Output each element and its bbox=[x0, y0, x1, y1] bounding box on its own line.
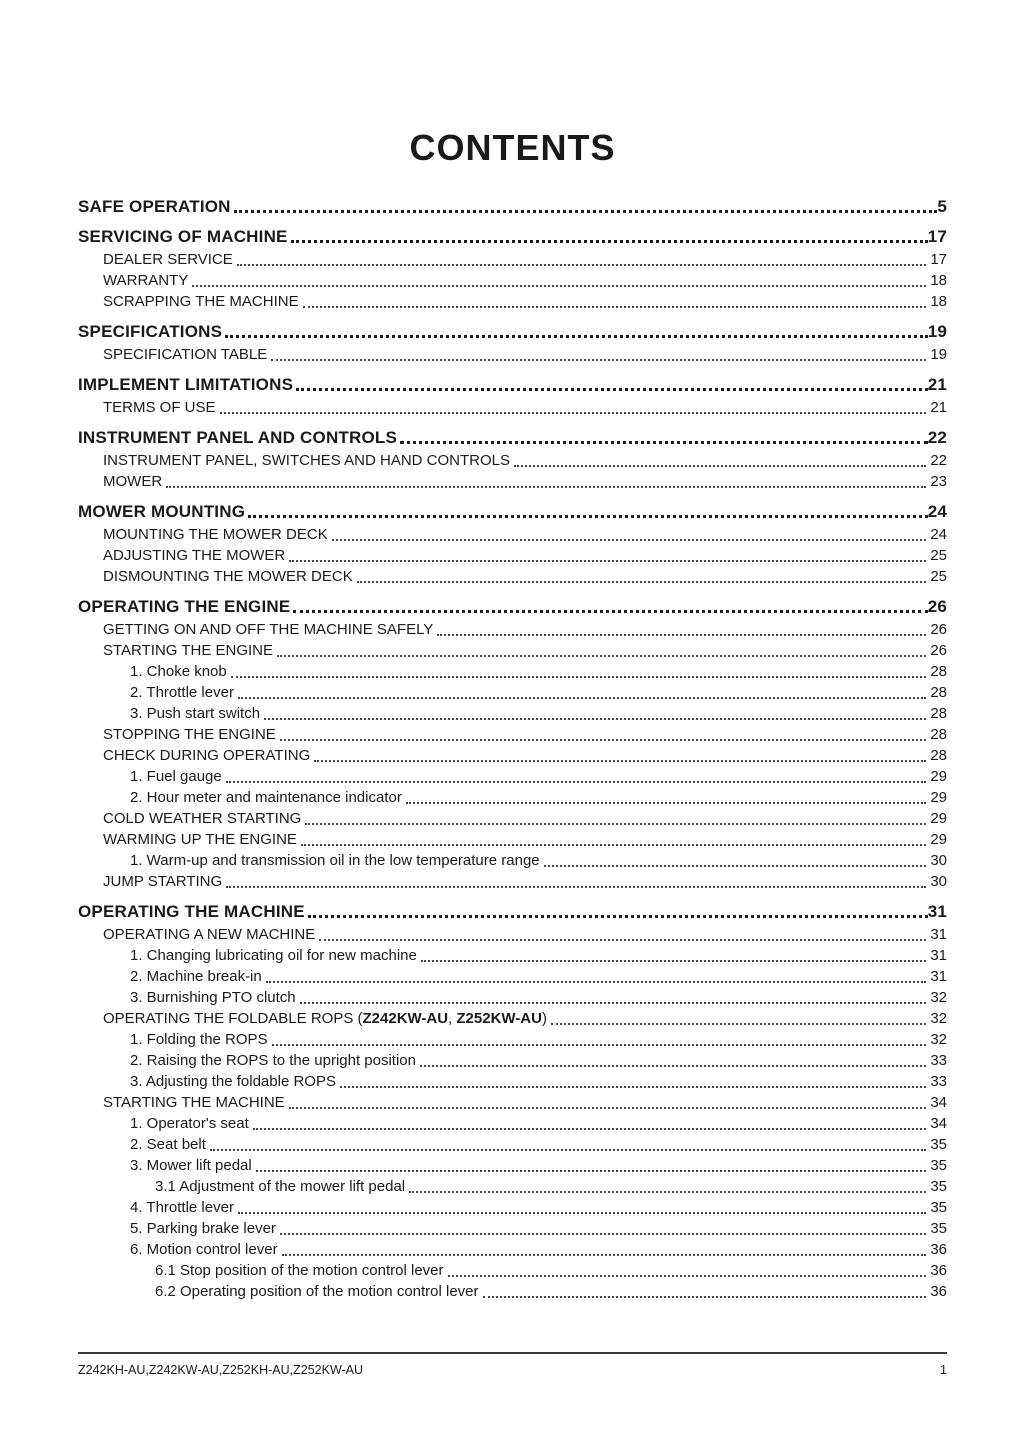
toc-entry-label: SPECIFICATION TABLE bbox=[103, 346, 268, 363]
toc-entry bbox=[78, 639, 947, 660]
toc-entry bbox=[78, 1070, 947, 1091]
dot-leader bbox=[300, 1002, 927, 1004]
toc-entry-page: 28 bbox=[930, 747, 947, 764]
dot-leader bbox=[282, 1254, 927, 1256]
dot-leader bbox=[421, 960, 926, 962]
toc-entry bbox=[78, 470, 947, 491]
toc-entry-page: 32 bbox=[930, 1031, 947, 1048]
toc-entry-label: 6.2 Operating position of the motion control lever bbox=[155, 1283, 479, 1300]
dot-leader bbox=[226, 781, 927, 783]
toc-entry bbox=[78, 594, 947, 616]
toc-entry bbox=[78, 828, 947, 849]
toc-entry-label: STARTING THE MACHINE bbox=[103, 1094, 285, 1111]
toc-entry-page: 29 bbox=[930, 831, 947, 848]
dot-leader bbox=[237, 264, 927, 266]
toc-entry-page: 31 bbox=[930, 926, 947, 943]
toc-entry-label: 3. Mower lift pedal bbox=[130, 1157, 252, 1174]
dot-leader bbox=[514, 465, 926, 467]
toc-entry bbox=[78, 899, 947, 921]
toc-entry bbox=[78, 1196, 947, 1217]
toc-entry bbox=[78, 986, 947, 1007]
toc-entry-label: OPERATING THE MACHINE bbox=[78, 902, 305, 921]
toc-entry-label: TERMS OF USE bbox=[103, 399, 216, 416]
toc-entry bbox=[78, 194, 947, 216]
toc-entry-page: 26 bbox=[930, 621, 947, 638]
toc-entry bbox=[78, 702, 947, 723]
toc-entry-label: 3. Burnishing PTO clutch bbox=[130, 989, 296, 1006]
toc-entry-page: 35 bbox=[930, 1178, 947, 1195]
toc-entry bbox=[78, 1259, 947, 1280]
toc-entry-page: 35 bbox=[930, 1157, 947, 1174]
toc-entry bbox=[78, 681, 947, 702]
toc-entry-page: 31 bbox=[930, 968, 947, 985]
toc-entry-label: 3.1 Adjustment of the mower lift pedal bbox=[155, 1178, 406, 1195]
toc-entry-page: 28 bbox=[930, 663, 947, 680]
toc-entry-label: WARMING UP THE ENGINE bbox=[103, 831, 297, 848]
toc-entry bbox=[78, 449, 947, 470]
dot-leader bbox=[264, 718, 926, 720]
toc-entry-page: 32 bbox=[930, 1010, 947, 1027]
toc-entry-label: STOPPING THE ENGINE bbox=[103, 726, 276, 743]
dot-leader bbox=[437, 634, 926, 636]
dot-leader bbox=[303, 306, 927, 308]
toc-entry-label: 1. Fuel gauge bbox=[130, 768, 222, 785]
toc-entry-label: SAFE OPERATION bbox=[78, 197, 231, 216]
toc-entry bbox=[78, 870, 947, 891]
toc-entry bbox=[78, 1091, 947, 1112]
toc-entry-label-text: ) bbox=[541, 1010, 547, 1027]
toc-entry bbox=[78, 565, 947, 586]
dot-leader bbox=[272, 1044, 927, 1046]
toc-entry-page: 29 bbox=[930, 768, 947, 785]
toc-entry bbox=[78, 396, 947, 417]
dot-leader bbox=[409, 1191, 926, 1193]
toc-entry bbox=[78, 660, 947, 681]
toc-entry-label: 2. Throttle lever bbox=[130, 684, 234, 701]
toc-entry-label: 6. Motion control lever bbox=[130, 1241, 278, 1258]
toc-entry bbox=[78, 290, 947, 311]
toc-entry-label: DISMOUNTING THE MOWER DECK bbox=[103, 568, 353, 585]
toc-entry-page: 36 bbox=[930, 1262, 947, 1279]
dot-leader bbox=[280, 1233, 926, 1235]
toc-entry bbox=[78, 1028, 947, 1049]
dot-leader bbox=[210, 1149, 926, 1151]
toc-entry-page: 22 bbox=[927, 428, 947, 447]
toc-entry-label bbox=[103, 1009, 547, 1028]
dot-leader bbox=[238, 697, 926, 699]
toc-list bbox=[78, 194, 947, 1301]
toc-entry-page: 24 bbox=[927, 502, 947, 521]
dot-leader bbox=[301, 844, 926, 846]
toc-entry-page: 29 bbox=[930, 810, 947, 827]
toc-entry bbox=[78, 923, 947, 944]
toc-entry bbox=[78, 269, 947, 290]
toc-entry-page: 19 bbox=[930, 346, 947, 363]
toc-entry bbox=[78, 723, 947, 744]
toc-entry-label: WARRANTY bbox=[103, 272, 189, 289]
dot-leader bbox=[544, 865, 927, 867]
toc-entry-label: 1. Operator's seat bbox=[130, 1115, 249, 1132]
model-code: Z242KW-AU bbox=[362, 1010, 449, 1027]
toc-entry-label: 1. Changing lubricating oil for new machine bbox=[130, 947, 417, 964]
page-title: CONTENTS bbox=[409, 127, 616, 168]
toc-entry-label: 2. Raising the ROPS to the upright position bbox=[130, 1052, 416, 1069]
toc-entry bbox=[78, 744, 947, 765]
dot-leader bbox=[266, 981, 927, 983]
toc-entry bbox=[78, 1049, 947, 1070]
toc-entry-page: 17 bbox=[927, 227, 947, 246]
toc-entry bbox=[78, 372, 947, 394]
dot-leader bbox=[406, 802, 926, 804]
dot-leader bbox=[400, 441, 928, 444]
dot-leader bbox=[314, 760, 926, 762]
dot-leader bbox=[305, 823, 926, 825]
toc-entry-page: 35 bbox=[930, 1220, 947, 1237]
toc-entry-page: 26 bbox=[927, 597, 947, 616]
toc-entry bbox=[78, 523, 947, 544]
toc-entry-label: SCRAPPING THE MACHINE bbox=[103, 293, 299, 310]
toc-entry-page: 32 bbox=[930, 989, 947, 1006]
dot-leader bbox=[256, 1170, 927, 1172]
dot-leader bbox=[234, 210, 938, 213]
toc-entry-label: STARTING THE ENGINE bbox=[103, 642, 274, 659]
dot-leader bbox=[420, 1065, 926, 1067]
toc-entry-label-text: , bbox=[448, 1010, 457, 1027]
toc-entry-label: SERVICING OF MACHINE bbox=[78, 227, 288, 246]
toc-entry-label: 1. Choke knob bbox=[130, 663, 227, 680]
toc-entry-page: 36 bbox=[930, 1283, 947, 1300]
toc-entry-label: COLD WEATHER STARTING bbox=[103, 810, 302, 827]
toc-entry-page: 34 bbox=[930, 1094, 947, 1111]
footer-model-codes: Z242KH-AU,Z242KW-AU,Z252KH-AU,Z252KW-AU bbox=[78, 1363, 364, 1377]
dot-leader bbox=[225, 335, 928, 338]
toc-entry-page: 35 bbox=[930, 1136, 947, 1153]
dot-leader bbox=[319, 939, 926, 941]
toc-entry bbox=[78, 944, 947, 965]
toc-entry-page: 34 bbox=[930, 1115, 947, 1132]
toc-entry-label: DEALER SERVICE bbox=[103, 251, 233, 268]
dot-leader bbox=[293, 610, 927, 613]
dot-leader bbox=[340, 1086, 926, 1088]
dot-leader bbox=[220, 412, 927, 414]
toc-entry-label: 4. Throttle lever bbox=[130, 1199, 234, 1216]
toc-entry-page: 24 bbox=[930, 526, 947, 543]
toc-entry-label-text: OPERATING THE FOLDABLE ROPS ( bbox=[103, 1010, 363, 1027]
toc-entry bbox=[78, 425, 947, 447]
toc-entry bbox=[78, 499, 947, 521]
toc-entry bbox=[78, 1175, 947, 1196]
toc-entry bbox=[78, 319, 947, 341]
toc-entry-label: 3. Push start switch bbox=[130, 705, 261, 722]
toc-entry-label: 5. Parking brake lever bbox=[130, 1220, 276, 1237]
dot-leader bbox=[248, 515, 928, 518]
toc-entry-page: 18 bbox=[930, 272, 947, 289]
toc-entry-page: 33 bbox=[930, 1052, 947, 1069]
dot-leader bbox=[289, 560, 926, 562]
toc-entry-page: 28 bbox=[930, 726, 947, 743]
toc-entry-page: 31 bbox=[927, 902, 947, 921]
toc-entry-page: 28 bbox=[930, 684, 947, 701]
toc-entry bbox=[78, 544, 947, 565]
footer-page-number: 1 bbox=[940, 1363, 947, 1377]
toc-entry-page: 19 bbox=[927, 322, 947, 341]
toc-entry-label: INSTRUMENT PANEL AND CONTROLS bbox=[78, 428, 398, 447]
toc-entry-label: 1. Warm-up and transmission oil in the low temperature range bbox=[130, 852, 540, 869]
toc-entry-label: MOUNTING THE MOWER DECK bbox=[103, 526, 328, 543]
toc-entry-label: SPECIFICATIONS bbox=[78, 322, 223, 341]
toc-entry-label: CHECK DURING OPERATING bbox=[103, 747, 311, 764]
model-code: Z252KW-AU bbox=[456, 1010, 542, 1027]
page-footer bbox=[78, 1363, 947, 1377]
toc-entry-page: 5 bbox=[937, 197, 947, 216]
toc-entry-label: 1. Folding the ROPS bbox=[130, 1031, 268, 1048]
toc-entry-page: 30 bbox=[930, 852, 947, 869]
toc-entry-label: 2. Seat belt bbox=[130, 1136, 206, 1153]
toc-entry-label: 2. Hour meter and maintenance indicator bbox=[130, 789, 402, 806]
toc-entry bbox=[78, 343, 947, 364]
toc-entry-page: 30 bbox=[930, 873, 947, 890]
toc-entry bbox=[78, 1238, 947, 1259]
toc-entry-label: 2. Machine break-in bbox=[130, 968, 262, 985]
toc-entry bbox=[78, 965, 947, 986]
dot-leader bbox=[253, 1128, 927, 1130]
toc-entry-label: GETTING ON AND OFF THE MACHINE SAFELY bbox=[103, 621, 434, 638]
dot-leader bbox=[192, 285, 926, 287]
toc-entry bbox=[78, 786, 947, 807]
toc-entry bbox=[78, 1112, 947, 1133]
toc-entry bbox=[78, 1133, 947, 1154]
toc-entry-page: 33 bbox=[930, 1073, 947, 1090]
toc-entry-page: 26 bbox=[930, 642, 947, 659]
toc-entry-label: JUMP STARTING bbox=[103, 873, 223, 890]
toc-entry bbox=[78, 618, 947, 639]
dot-leader bbox=[308, 915, 928, 918]
dot-leader bbox=[357, 581, 927, 583]
footer-rule bbox=[78, 1352, 947, 1354]
toc-entry-page: 25 bbox=[930, 547, 947, 564]
toc-entry-page: 28 bbox=[930, 705, 947, 722]
toc-entry-label: 3. Adjusting the foldable ROPS bbox=[130, 1073, 336, 1090]
toc-entry-page: 36 bbox=[930, 1241, 947, 1258]
toc-entry-page: 29 bbox=[930, 789, 947, 806]
dot-leader bbox=[448, 1275, 927, 1277]
toc-entry bbox=[78, 1217, 947, 1238]
toc-entry-label: ADJUSTING THE MOWER bbox=[103, 547, 286, 564]
dot-leader bbox=[166, 486, 926, 488]
toc-entry bbox=[78, 1280, 947, 1301]
toc-page bbox=[78, 0, 947, 1301]
dot-leader bbox=[551, 1023, 926, 1025]
dot-leader bbox=[271, 359, 926, 361]
toc-entry-label: IMPLEMENT LIMITATIONS bbox=[78, 375, 294, 394]
toc-entry-page: 22 bbox=[930, 452, 947, 469]
dot-leader bbox=[238, 1212, 926, 1214]
toc-entry-label: OPERATING A NEW MACHINE bbox=[103, 926, 316, 943]
toc-entry-page: 21 bbox=[927, 375, 947, 394]
toc-entry bbox=[78, 1007, 947, 1028]
toc-entry-page: 35 bbox=[930, 1199, 947, 1216]
dot-leader bbox=[231, 676, 927, 678]
toc-entry bbox=[78, 765, 947, 786]
dot-leader bbox=[277, 655, 926, 657]
toc-entry bbox=[78, 224, 947, 246]
dot-leader bbox=[291, 240, 928, 243]
toc-entry-label: INSTRUMENT PANEL, SWITCHES AND HAND CONTROLS bbox=[103, 452, 510, 469]
toc-entry-page: 31 bbox=[930, 947, 947, 964]
toc-entry bbox=[78, 807, 947, 828]
toc-entry-label: 6.1 Stop position of the motion control lever bbox=[155, 1262, 444, 1279]
dot-leader bbox=[332, 539, 927, 541]
dot-leader bbox=[483, 1296, 927, 1298]
dot-leader bbox=[296, 388, 928, 391]
toc-entry bbox=[78, 849, 947, 870]
dot-leader bbox=[280, 739, 926, 741]
dot-leader bbox=[289, 1107, 927, 1109]
toc-entry-page: 25 bbox=[930, 568, 947, 585]
toc-entry-label: OPERATING THE ENGINE bbox=[78, 597, 291, 616]
toc-entry-page: 17 bbox=[930, 251, 947, 268]
toc-entry bbox=[78, 248, 947, 269]
toc-entry-label: MOWER MOUNTING bbox=[78, 502, 246, 521]
toc-entry-page: 23 bbox=[930, 473, 947, 490]
toc-entry-label: MOWER bbox=[103, 473, 163, 490]
toc-entry bbox=[78, 1154, 947, 1175]
dot-leader bbox=[226, 886, 926, 888]
toc-entry-page: 18 bbox=[930, 293, 947, 310]
toc-entry-page: 21 bbox=[930, 399, 947, 416]
